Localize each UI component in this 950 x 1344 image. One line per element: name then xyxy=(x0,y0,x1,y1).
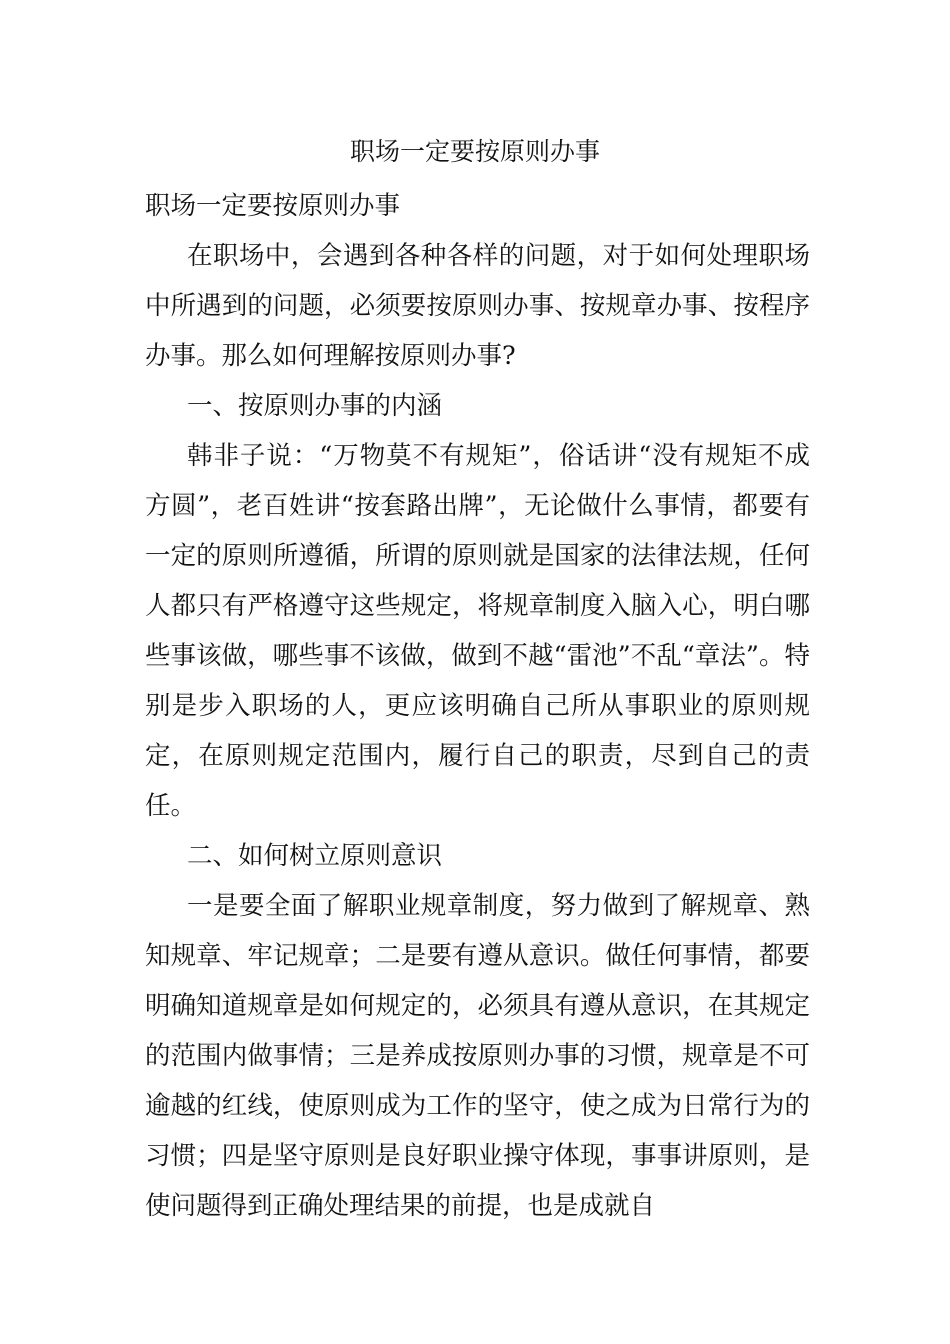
intro-paragraph: 在职场中，会遇到各种各样的问题，对于如何处理职场中所遇到的问题，必须要按原则办事、按规章办事、按程序办事。那么如何理解按原则办事? xyxy=(145,241,810,371)
section-1-paragraph: 韩非子说：“万物莫不有规矩”，俗话讲“没有规矩不成方圆”，老百姓讲“按套路出牌”，无论做什么事情，都要有一定的原则所遵循，所谓的原则就是国家的法律法规，任何人都只有严格遵守这些规定，将规章制度入脑入心，明白哪些事该做，哪些事不该做，做到不越“雷池”不乱“章法”。特别是步入职场的人，更应该明确自己所从事职业的原则规定，在原则规定范围内，履行自己的职责，尽到自己的责任。 xyxy=(145,441,810,821)
section-heading-1: 一、按原则办事的内涵 xyxy=(187,391,443,421)
document-title: 职场一定要按原则办事 xyxy=(349,137,600,166)
section-heading-2: 二、如何树立原则意识 xyxy=(187,841,443,871)
subtitle-paragraph: 职场一定要按原则办事 xyxy=(145,191,401,221)
section-2-paragraph: 一是要全面了解职业规章制度，努力做到了解规章、熟知规章、牢记规章；二是要有遵从意识。做任何事情，都要明确知道规章是如何规定的，必须具有遵从意识，在其规定的范围内做事情；三是养成按原则办事的习惯，规章是不可逾越的红线，使原则成为工作的坚守，使之成为日常行为的习惯；四是坚守原则是良好职业操守体现，事事讲原则，是使问题得到正确处理结果的前提，也是成就自 xyxy=(145,891,810,1221)
document-body xyxy=(145,181,810,1231)
